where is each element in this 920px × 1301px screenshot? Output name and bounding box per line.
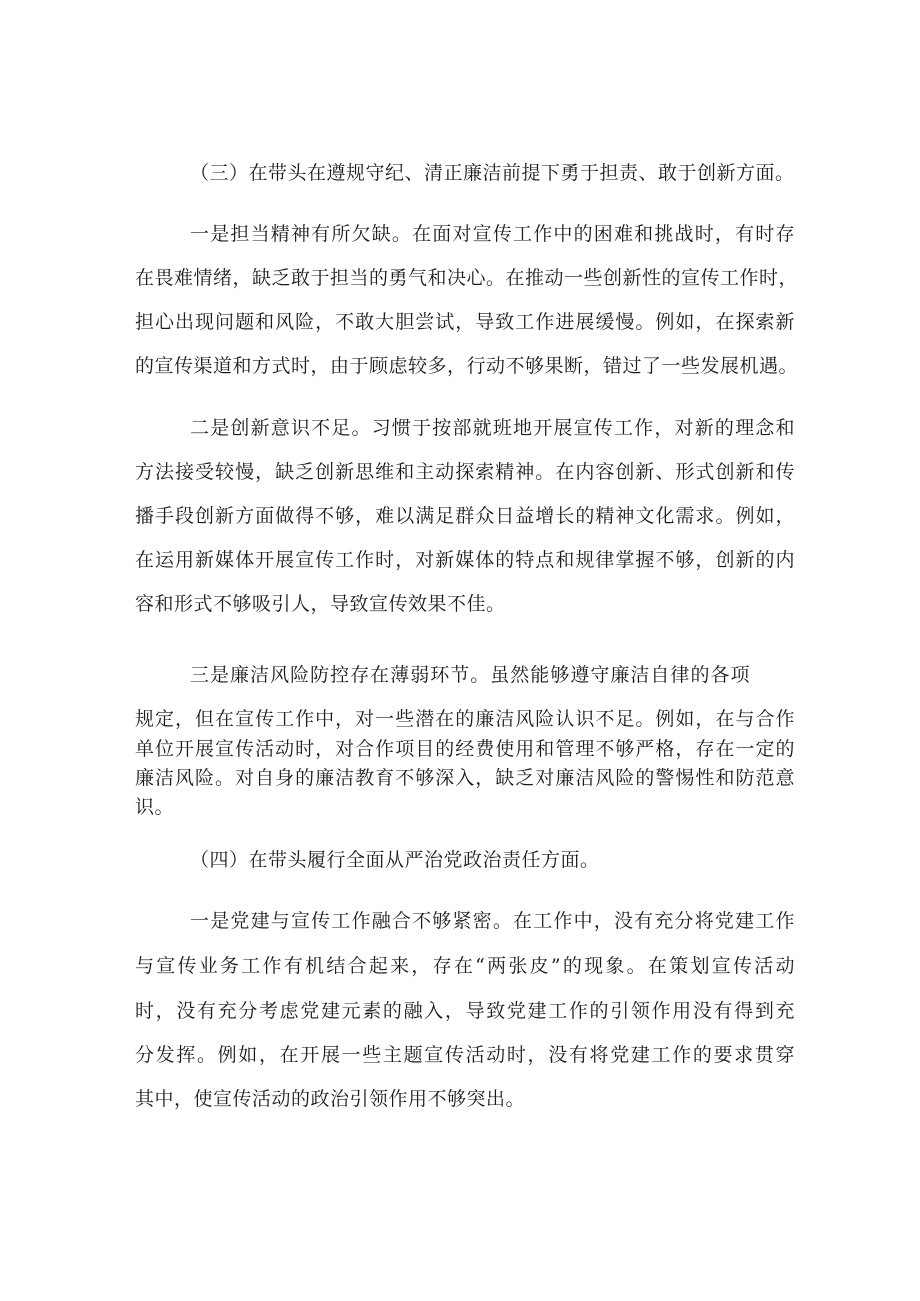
paragraph-line: 的宣传渠道和方式时，由于顾虑较多，行动不够果断，错过了一些发展机遇。: [135, 355, 799, 377]
paragraph-line: 一是党建与宣传工作融合不够紧密。在工作中，没有充分将党建工作: [190, 910, 795, 932]
paragraph-line: 二是创新意识不足。习惯于按部就班地开展宣传工作，对新的理念和: [190, 417, 795, 439]
paragraph-line: 单位开展宣传活动时，对合作项目的经费使用和管理不够严格，存在一定的: [135, 738, 795, 760]
paragraph-line: 容和形式不够吸引人，导致宣传效果不佳。: [135, 593, 506, 615]
paragraph-line: 时，没有充分考虑党建元素的融入，导致党建工作的引领作用没有得到充: [135, 1000, 795, 1022]
paragraph-line: 识。: [135, 796, 175, 818]
paragraph-line: 担心出现问题和风险，不敢大胆尝试，导致工作进展缓慢。例如，在探索新: [135, 311, 795, 333]
paragraph-line: 一是担当精神有所欠缺。在面对宣传工作中的困难和挑战时，有时存: [190, 223, 795, 245]
paragraph-line: 方法接受较慢，缺乏创新思维和主动探索精神。在内容创新、形式创新和传: [135, 461, 795, 483]
paragraph-line: 与宣传业务工作有机结合起来，存在“两张皮”的现象。在策划宣传活动: [135, 955, 795, 977]
paragraph-line: 其中，使宣传活动的政治引领作用不够突出。: [135, 1088, 526, 1110]
paragraph-line: 廉洁风险。对自身的廉洁教育不够深入，缺乏对廉洁风险的警惕性和防范意: [135, 767, 795, 789]
section-heading-4: （四）在带头履行全面从严治党政治责任方面。: [190, 849, 600, 871]
paragraph-line: 分发挥。例如，在开展一些主题宣传活动时，没有将党建工作的要求贯穿: [135, 1044, 795, 1066]
paragraph-line: 规定，但在宣传工作中，对一些潜在的廉洁风险认识不足。例如，在与合作: [135, 708, 795, 730]
paragraph-line: 三是廉洁风险防控存在薄弱环节。虽然能够遵守廉洁自律的各项: [190, 664, 750, 686]
paragraph-line: 在畏难情绪，缺乏敢于担当的勇气和决心。在推动一些创新性的宣传工作时，: [135, 267, 799, 289]
paragraph-line: 在运用新媒体开展宣传工作时，对新媒体的特点和规律掌握不够，创新的内: [135, 549, 795, 571]
section-heading-3: （三）在带头在遵规守纪、清正廉洁前提下勇于担责、敢于创新方面。: [190, 162, 795, 184]
paragraph-line: 播手段创新方面做得不够，难以满足群众日益增长的精神文化需求。例如，: [135, 505, 795, 527]
